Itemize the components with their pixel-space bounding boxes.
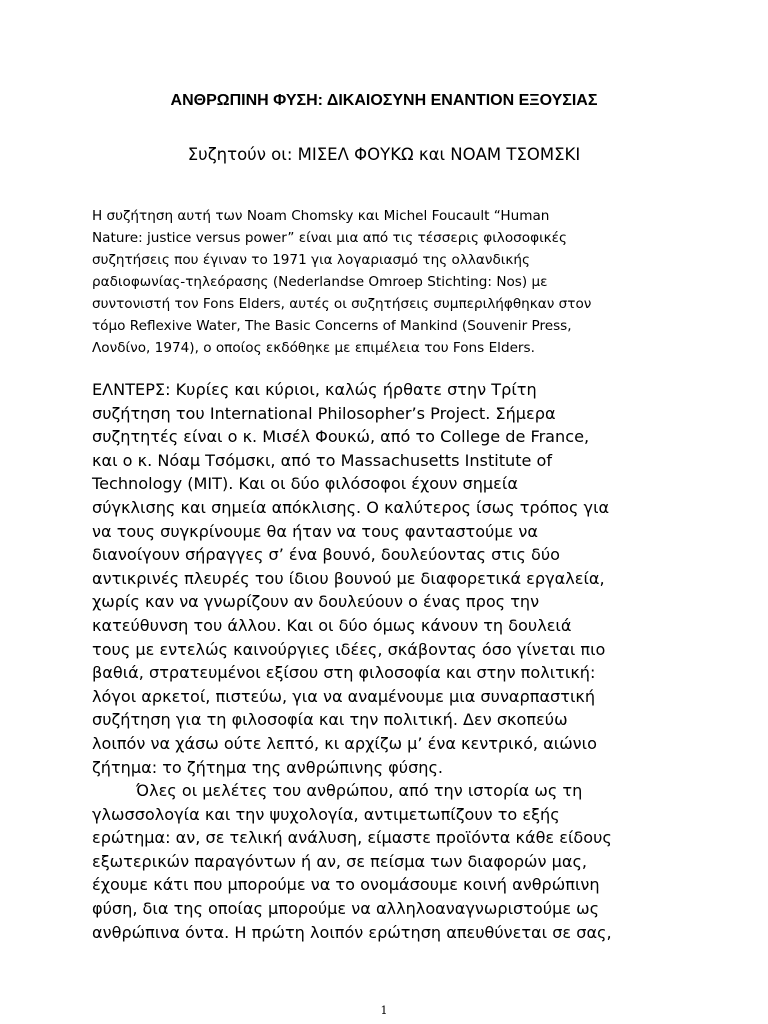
body-line: συζήτηση του International Philosopher’s Project. Σήμερα [92,403,556,423]
body-line: εξωτερικών παραγόντων ή αν, σε πείσμα των διαφορών μας, [92,851,588,871]
document-title: ΑΝΘΡΩΠΙΝΗ ΦΥΣΗ: ΔΙΚΑΙΟΣΥΝΗ ΕΝΑΝΤΙΟΝ ΕΞΟΥΣΙΑΣ [170,92,598,109]
intro-line: συντονιστή τον Fons Elders, αυτές οι συζητήσεις συμπεριλήφθηκαν στον [92,296,592,312]
intro-line: συζητήσεις που έγιναν το 1971 για λογαριασμό της ολλανδικής [92,252,531,268]
body-line: χωρίς καν να γνωρίζουν αν δουλεύουν ο ένας προς την [92,592,540,612]
document-subtitle: Συζητούν οι: ΜΙΣΕΛ ΦΟΥΚΩ και ΝΟΑΜ ΤΣΟΜΣΚΙ [187,145,581,164]
intro-line: τόμο Reflexive Water, The Basic Concerns of Mankind (Souvenir Press, [92,318,572,334]
body-line: ανθρώπινα όντα. Η πρώτη λοιπόν ερώτηση απευθύνεται σε σας, [92,922,612,942]
body-line: τους με εντελώς καινούργιες ιδέες, σκάβοντας όσο γίνεται πιο [92,639,606,659]
body-line: και ο κ. Νόαμ Τσόμσκι, από το Massachusetts Institute of [92,450,553,470]
body-line: Όλες οι μελέτες του ανθρώπου, από την ιστορία ως τη [136,781,583,801]
intro-line: Nature: justice versus power” είναι μια από τις τέσσερις φιλοσοφικές [92,230,568,246]
intro-line: ραδιοφωνίας-τηλεόρασης (Nederlandse Omroep Stichting: Nos) με [92,274,548,290]
body-line: διανοίγουν σήραγγες σ’ ένα βουνό, δουλεύοντας στις δύο [92,545,560,565]
body-text [92,378,692,944]
body-line: Technology (MIT). Και οι δύο φιλόσοφοι έχουν σημεία [92,474,518,494]
body-paragraph-2 [92,779,692,944]
page-number: 1 [380,1004,388,1017]
body-line: φύση, δια της οποίας μπορούμε να αλληλοαναγνωριστούμε ως [92,899,600,919]
body-line: έχουμε κάτι που μπορούμε να το ονομάσουμε κοινή ανθρώπινη [92,875,600,895]
body-line: ΕΛΝΤΕΡΣ: Κυρίες και κύριοι, καλώς ήρθατε στην Τρίτη [92,380,537,399]
body-line: συζητητές είναι ο κ. Μισέλ Φουκώ, από το College de France, [92,427,590,447]
body-line: ζήτημα: το ζήτημα της ανθρώπινης φύσης. [92,757,444,777]
intro-line: Η συζήτηση αυτή των Noam Chomsky και Michel Foucault “Human [92,208,550,224]
body-line: συζήτηση για τη φιλοσοφία και την πολιτική. Δεν σκοπεύω [92,710,568,730]
body-line: να τους συγκρίνουμε θα ήταν να τους φανταστούμε να [92,521,539,541]
intro-line: Λονδίνο, 1974), ο οποίος εκδόθηκε με επιμέλεια του Fons Elders. [92,340,535,356]
body-line: λοιπόν να χάσω ούτε λεπτό, κι αρχίζω μ’ ένα κεντρικό, αιώνιο [92,733,597,753]
body-line: σύγκλισης και σημεία απόκλισης. Ο καλύτερος ίσως τρόπος για [92,497,610,517]
body-line: κατεύθυνση του άλλου. Και οι δύο όμως κάνουν τη δουλειά [92,615,572,635]
body-line: λόγοι αρκετοί, πιστεύω, για να αναμένουμε μια συναρπαστική [92,686,596,706]
body-line: αντικρινές πλευρές του ίδιου βουνού με διαφορετικά εργαλεία, [92,568,605,588]
body-paragraph-1 [92,378,692,779]
body-line: ερώτημα: αν, σε τελική ανάλυση, είμαστε προϊόντα κάθε είδους [92,828,612,848]
body-line: βαθιά, στρατευμένοι εξίσου στη φιλοσοφία και στην πολιτική: [92,663,596,683]
intro-paragraph [92,205,652,359]
body-line: γλωσσολογία και την ψυχολογία, αντιμετωπίζουν το εξής [92,804,560,824]
